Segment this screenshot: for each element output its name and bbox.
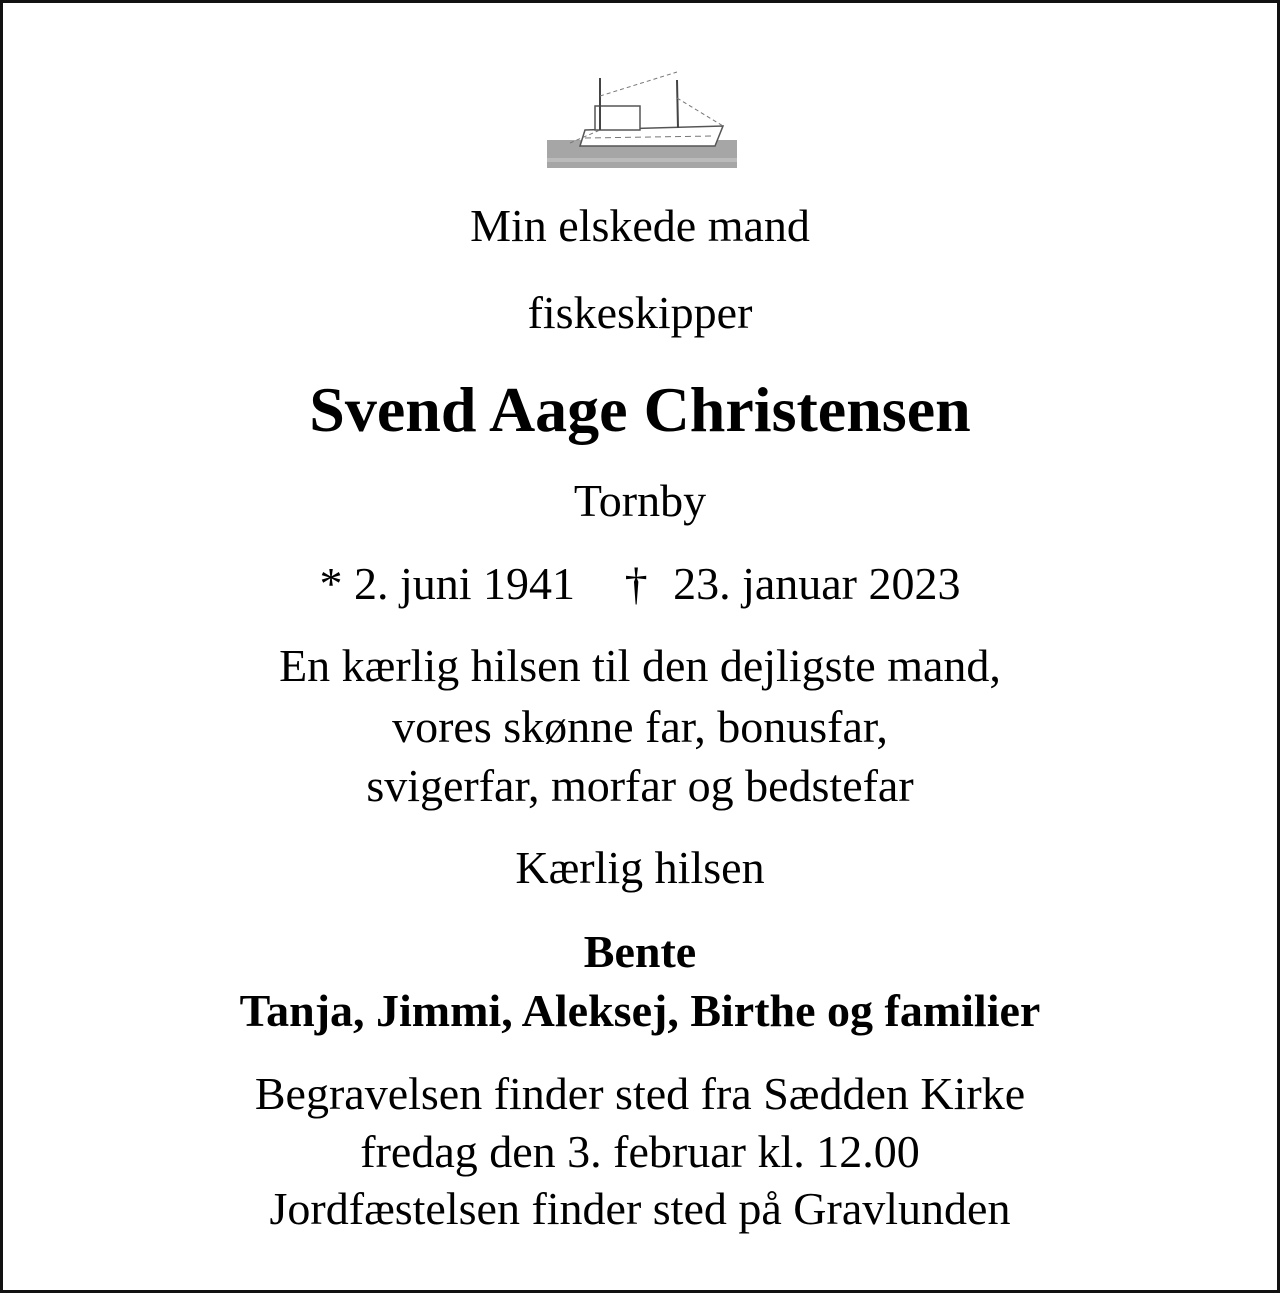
occupation-text: fiskeskipper: [527, 287, 753, 338]
birth-date: 2. juni 1941: [354, 558, 576, 609]
born-symbol: *: [319, 558, 343, 609]
intro-text: Min elskede mand: [470, 200, 810, 251]
funeral-line: fredag den 3. februar kl. 12.00: [360, 1126, 920, 1177]
message-line: vores skønne far, bonusfar,: [392, 701, 888, 752]
death-date: 23. januar 2023: [673, 558, 961, 609]
dates-line: [0, 558, 1280, 609]
place-text: Tornby: [573, 475, 707, 526]
message-line: En kærlig hilsen til den dejligste mand,: [279, 640, 1001, 691]
dagger-icon: †: [624, 558, 648, 609]
signer-line: Bente: [583, 926, 697, 977]
funeral-line: Begravelsen finder sted fra Sædden Kirke: [254, 1068, 1026, 1119]
fishing-boat-icon: [545, 68, 737, 170]
message-line: svigerfar, morfar og bedstefar: [366, 760, 914, 811]
closing-text: Kærlig hilsen: [515, 842, 765, 893]
signer-line: Tanja, Jimmi, Aleksej, Birthe og familier: [239, 985, 1041, 1036]
funeral-line: Jordfæstelsen finder sted på Gravlunden: [269, 1183, 1011, 1234]
deceased-name: Svend Aage Christensen: [309, 374, 971, 445]
